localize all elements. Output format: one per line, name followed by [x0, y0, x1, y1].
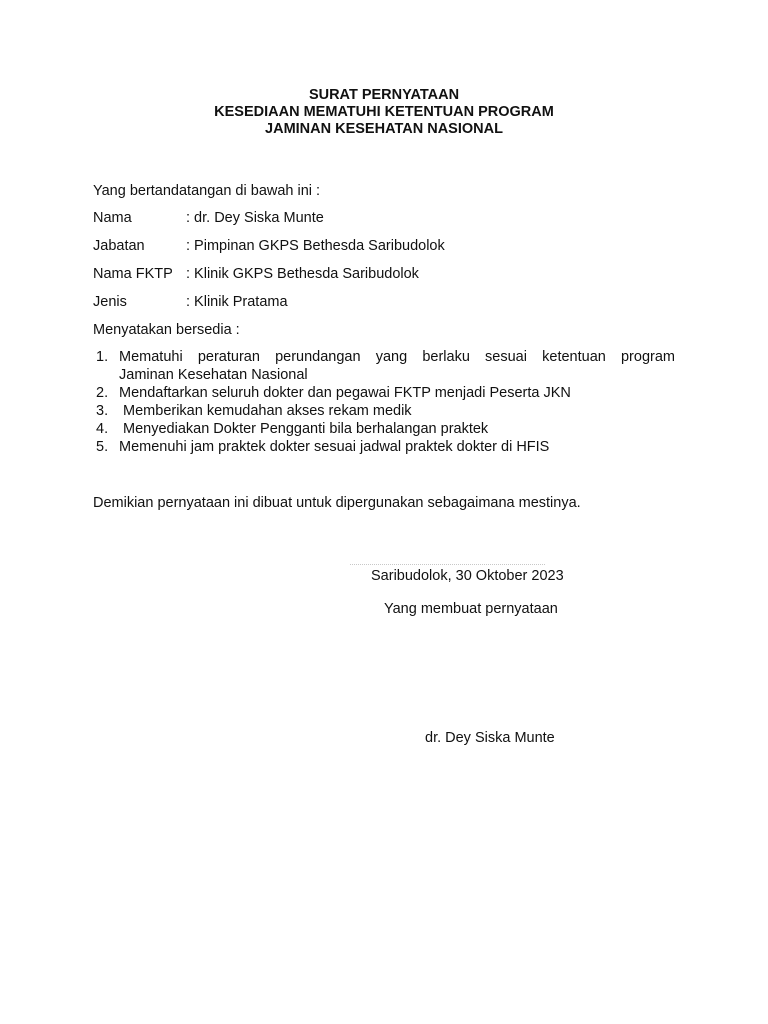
list-number: 4. [96, 421, 109, 437]
commitment-list [93, 348, 675, 456]
list-number: 5. [96, 439, 109, 455]
field-label: Jenis [93, 294, 127, 310]
list-number: 2. [96, 385, 109, 401]
dotted-divider [350, 564, 545, 565]
field-nama [93, 210, 324, 226]
heading-subtitle: KESEDIAAN MEMATUHI KETENTUAN PROGRAM [214, 104, 554, 120]
field-label: Nama [93, 210, 132, 226]
list-text: Mendaftarkan seluruh dokter dan pegawai FKTP menjadi Peserta JKN [119, 385, 571, 401]
place-date: Saribudolok, 30 Oktober 2023 [371, 568, 564, 584]
signer-name: dr. Dey Siska Munte [425, 730, 555, 746]
statement-text: Menyatakan bersedia : [93, 322, 240, 338]
intro-text: Yang bertandatangan di bawah ini : [93, 183, 321, 199]
field-value: : dr. Dey Siska Munte [186, 210, 324, 226]
field-value: : Klinik Pratama [186, 294, 288, 310]
field-value: : Klinik GKPS Bethesda Saribudolok [186, 266, 419, 282]
list-text: Menyediakan Dokter Pengganti bila berhalangan praktek [119, 421, 489, 437]
list-text-continued: Jaminan Kesehatan Nasional [119, 367, 308, 383]
heading-program: JAMINAN KESEHATAN NASIONAL [265, 121, 503, 137]
list-number: 3. [96, 403, 109, 419]
list-item [93, 438, 675, 456]
document-heading [0, 87, 768, 138]
list-text: Memenuhi jam praktek dokter sesuai jadwal praktek dokter di HFIS [119, 439, 550, 455]
list-item [93, 384, 675, 402]
list-text: Memberikan kemudahan akses rekam medik [119, 403, 412, 419]
heading-title: SURAT PERNYATAAN [308, 87, 460, 103]
list-number: 1. [96, 349, 109, 365]
closing-text: Demikian pernyataan ini dibuat untuk dipergunakan sebagaimana mestinya. [93, 495, 581, 511]
field-label: Nama FKTP [93, 266, 173, 282]
field-value: : Pimpinan GKPS Bethesda Saribudolok [186, 238, 445, 254]
list-item [93, 348, 675, 384]
field-nama-fktp [93, 266, 419, 282]
field-jenis [93, 294, 288, 310]
list-text: Mematuhi peraturan perundangan yang berlaku sesuai ketentuan program [119, 349, 675, 365]
field-label: Jabatan [93, 238, 145, 254]
list-item [93, 420, 675, 438]
signer-title: Yang membuat pernyataan [384, 601, 558, 617]
field-jabatan [93, 238, 445, 254]
list-item [93, 402, 675, 420]
